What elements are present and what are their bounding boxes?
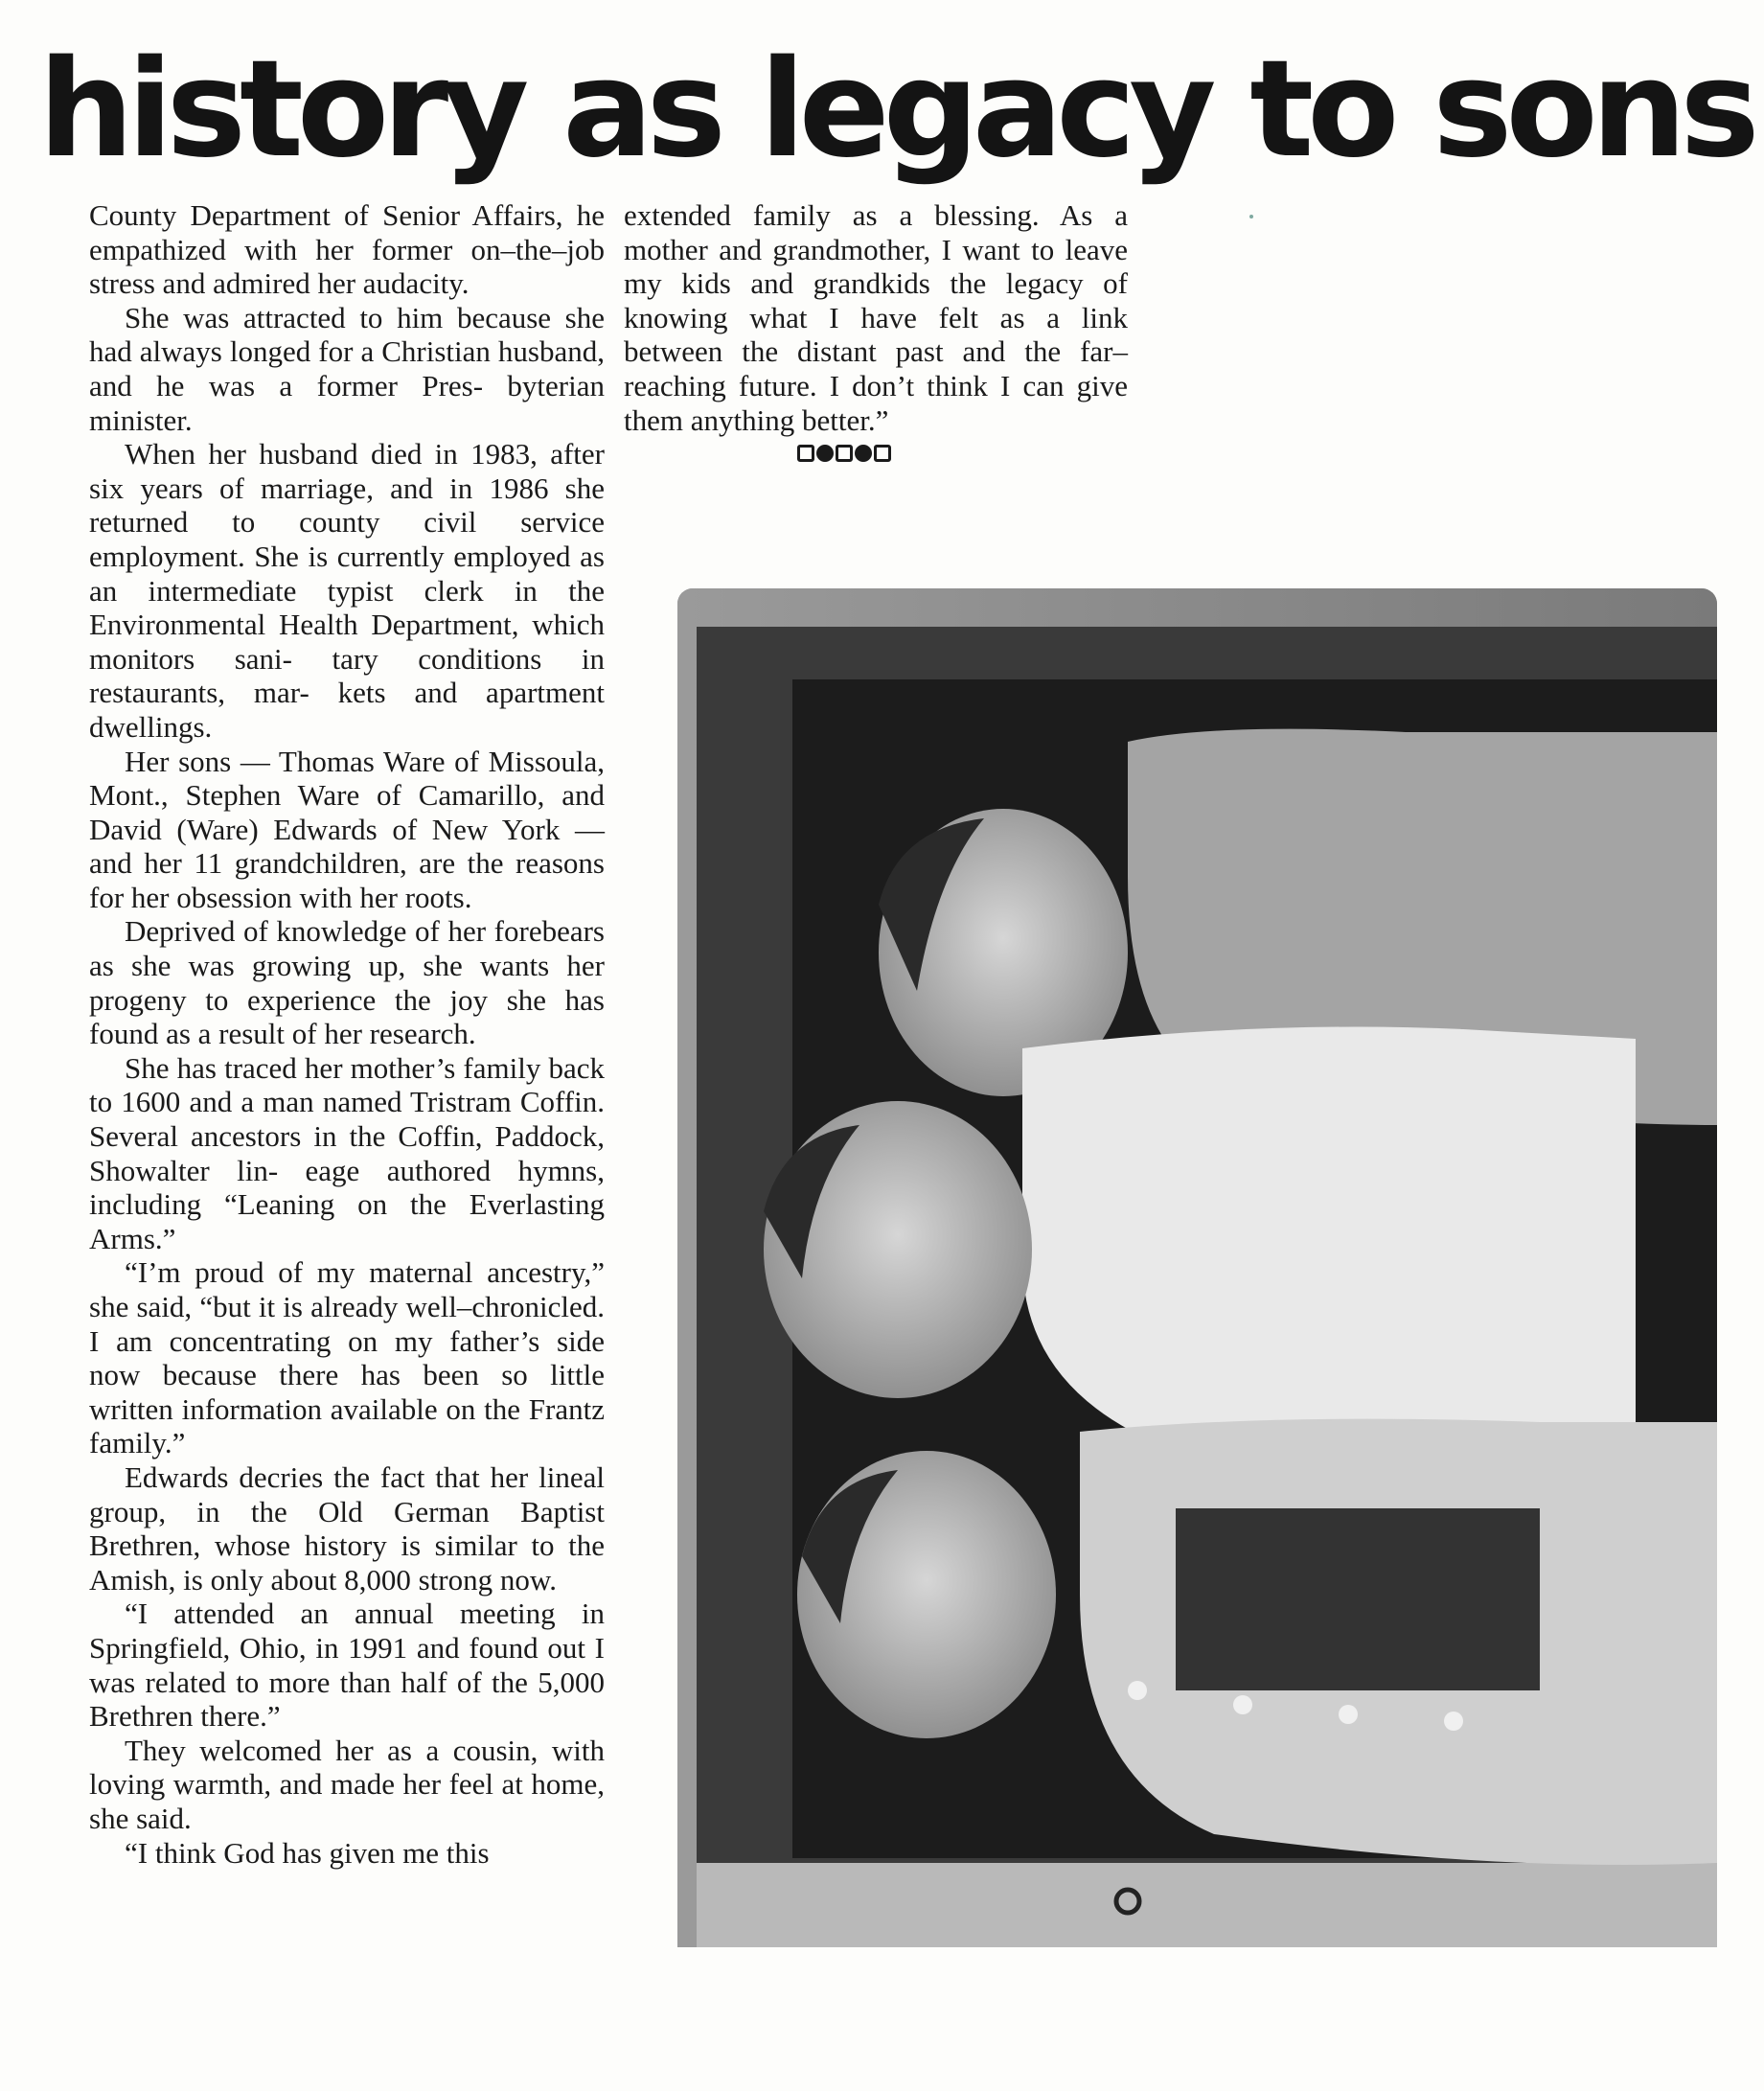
photo-illustration bbox=[677, 588, 1717, 1947]
paragraph: extended family as a blessing. As a mother and grandmother, I want to leave my kids and grandkids the legacy of knowing what I have felt as a link between the distant past and the far–reaching future. I don’t think I can give them anything better.” bbox=[624, 198, 1128, 437]
end-mark-square-icon bbox=[874, 445, 891, 462]
end-mark-dot-icon bbox=[855, 445, 872, 462]
paragraph: They welcomed her as a cousin, with loving warmth, and made her feel at home, she said. bbox=[89, 1733, 605, 1835]
figure-shirt-middle bbox=[1022, 1027, 1636, 1482]
article-photo bbox=[677, 588, 1717, 1947]
print-speck bbox=[1249, 215, 1253, 218]
paragraph: Her sons — Thomas Ware of Missoula, Mont., Stephen Ware of Camarillo, and David (Ware) Edwards of New York — and her 11 grandchildren, are the reasons for her obsession with her roots. bbox=[89, 744, 605, 914]
paragraph: When her husband died in 1983, after six years of marriage, and in 1986 she returned to county civil service employment. She is currently employed as an intermediate typist clerk in the Environmental Health Department, which monitors sani- tary conditions in restaurants, mar- kets and apartment dwellings. bbox=[89, 437, 605, 744]
end-mark-square-icon bbox=[797, 445, 814, 462]
end-mark-square-icon bbox=[836, 445, 853, 462]
article-column-left bbox=[89, 198, 605, 1870]
paragraph: She has traced her mother’s family back to 1600 and a man named Tristram Coffin. Several ancestors in the Coffin, Paddock, Showalter lin- eage authored hymns, including “Leaning on the Everlasting Arms.” bbox=[89, 1050, 605, 1255]
headline: history as legacy to sons bbox=[38, 32, 1753, 188]
paragraph: “I’m proud of my maternal ancestry,” she said, “but it is already well–chronicled. I am concentrating on my father’s side now because there has been so little written information available on the Frantz family.” bbox=[89, 1255, 605, 1460]
article-column-middle bbox=[624, 198, 1128, 462]
end-of-story-mark bbox=[767, 445, 921, 462]
paragraph: “I attended an annual meeting in Springfield, Ohio, in 1991 and found out I was related to more than half of the 5,000 Brethren there.” bbox=[89, 1597, 605, 1734]
paragraph: She was attracted to him because she had always longed for a Christian husband, and he was a former Pres- byterian minister. bbox=[89, 300, 605, 437]
end-mark-dot-icon bbox=[816, 445, 834, 462]
floor bbox=[697, 1863, 1717, 1947]
figure-vest-left bbox=[1176, 1508, 1540, 1690]
paragraph: County Department of Senior Affairs, he empathized with her former on–the–job stress and admired her audacity. bbox=[89, 198, 605, 301]
paragraph: Deprived of knowledge of her forebears as she was growing up, she wants her progeny to experience the joy she has found as a result of her research. bbox=[89, 914, 605, 1051]
paragraph: Edwards decries the fact that her lineal group, in the Old German Baptist Brethren, whose history is similar to the Amish, is only about 8,000 strong now. bbox=[89, 1459, 605, 1597]
paragraph: “I think God has given me this bbox=[125, 1835, 490, 1870]
